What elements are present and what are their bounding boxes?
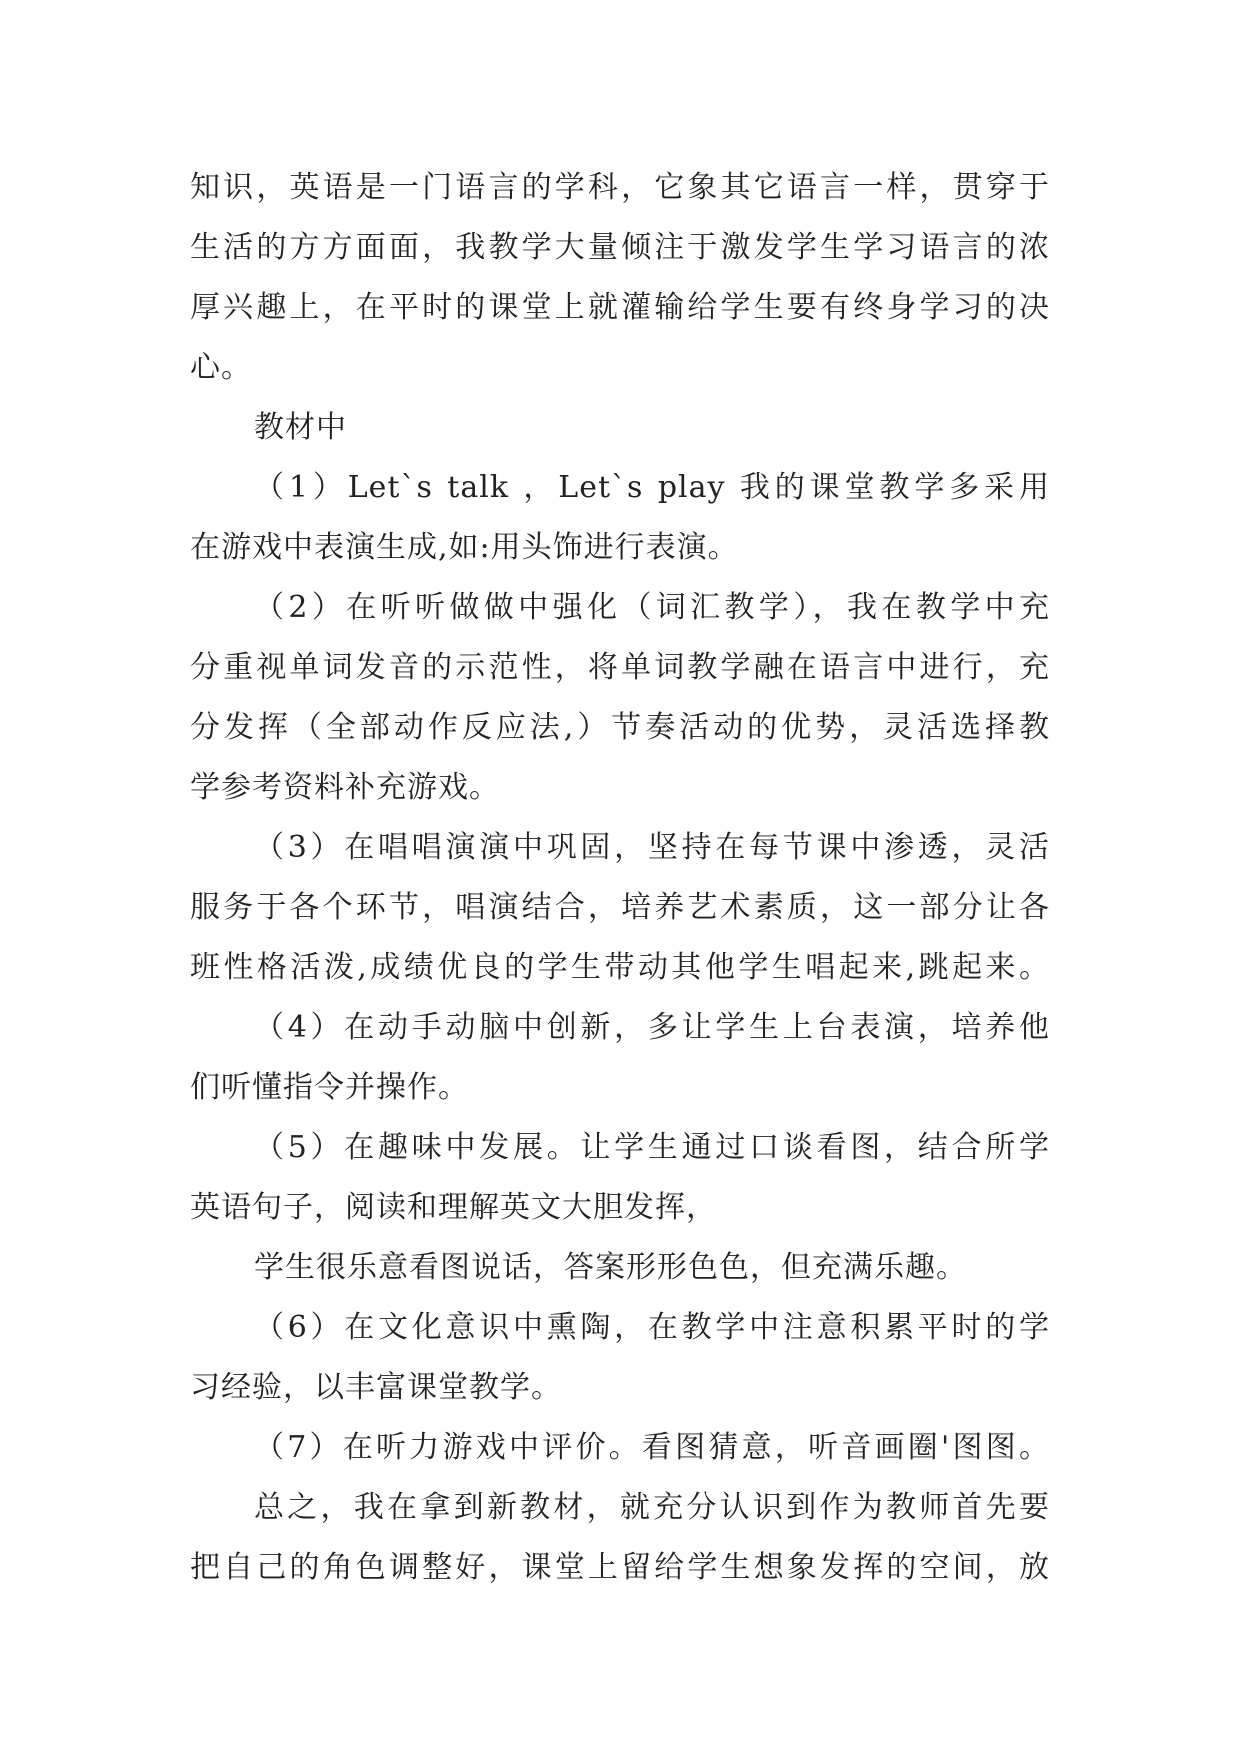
text-line: 分发挥（全部动作反应法,）节奏活动的优势，灵活选择教 bbox=[190, 710, 1050, 745]
text-line: （7）在听力游戏中评价。看图猜意，听音画圈'图图。 bbox=[254, 1430, 1050, 1465]
text-line: 在游戏中表演生成,如:用头饰进行表演。 bbox=[190, 530, 739, 565]
text-line: （5）在趣味中发展。让学生通过口谈看图，结合所学 bbox=[254, 1130, 1050, 1165]
text-line: 总之，我在拿到新教材，就充分认识到作为教师首先要 bbox=[254, 1490, 1050, 1525]
text-line: （3）在唱唱演演中巩固，坚持在每节课中渗透，灵活 bbox=[254, 830, 1050, 865]
body-text bbox=[190, 158, 1050, 1598]
text-line: 习经验，以丰富课堂教学。 bbox=[190, 1370, 562, 1405]
text-line: （1）Let`s talk ，Let`s play 我的课堂教学多采用 bbox=[254, 470, 1050, 505]
text-line: 班性格活泼,成绩优良的学生带动其他学生唱起来,跳起来。 bbox=[190, 950, 1050, 985]
text-line: （2）在听听做做中强化（词汇教学），我在教学中充 bbox=[254, 590, 1050, 625]
text-line: 知识，英语是一门语言的学科，它象其它语言一样，贯穿于 bbox=[190, 170, 1050, 205]
text-line: 生活的方方面面，我教学大量倾注于激发学生学习语言的浓 bbox=[190, 230, 1050, 265]
text-line: 英语句子，阅读和理解英文大胆发挥， bbox=[190, 1190, 717, 1225]
text-line: 分重视单词发音的示范性，将单词教学融在语言中进行，充 bbox=[190, 650, 1050, 685]
section-heading: 教材中 bbox=[254, 410, 347, 445]
text-line: 们听懂指令并操作。 bbox=[190, 1070, 469, 1105]
text-line: 把自己的角色调整好，课堂上留给学生想象发挥的空间，放 bbox=[190, 1550, 1050, 1585]
text-line: 心。 bbox=[190, 350, 252, 385]
text-line: 学生很乐意看图说话，答案形形色色，但充满乐趣。 bbox=[254, 1250, 967, 1285]
text-line: 学参考资料补充游戏。 bbox=[190, 770, 500, 805]
text-line: （6）在文化意识中熏陶，在教学中注意积累平时的学 bbox=[254, 1310, 1050, 1345]
text-line: 厚兴趣上，在平时的课堂上就灌输给学生要有终身学习的决 bbox=[190, 290, 1050, 325]
text-line: 服务于各个环节，唱演结合，培养艺术素质，这一部分让各 bbox=[190, 890, 1050, 925]
text-line: （4）在动手动脑中创新，多让学生上台表演，培养他 bbox=[254, 1010, 1050, 1045]
